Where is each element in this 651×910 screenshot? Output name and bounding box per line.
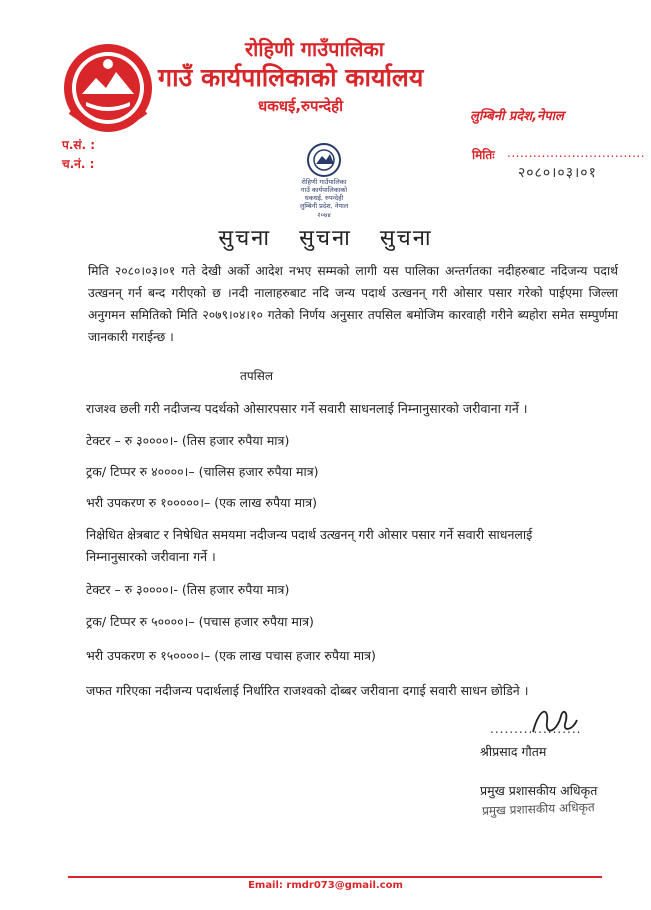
svg-text:गाउँ कार्यपालिकाको: गाउँ कार्यपालिकाको: [300, 186, 348, 194]
designation-stamp: प्रमुख प्रशासकीय अधिकृत: [481, 800, 595, 818]
signatory-designation: प्रमुख प्रशासकीय अधिकृत: [480, 783, 598, 798]
confiscation-note: जफत गरिएका नदीजन्य पदार्थलाई निर्धारित राजश्वको दोब्बर जरीवाना दगाई सवारी साधन छोडिने ।: [86, 683, 529, 698]
office-stamp: [278, 138, 370, 220]
fine-intro-2b: निम्नानुसारको जरीवाना गर्ने ।: [86, 549, 216, 564]
handwritten-signature: [525, 702, 580, 742]
fine-heavy-1: भरी उपकरण रु १०००००।– (एक लाख रुपैया मात्र): [86, 495, 317, 510]
fine-intro-2a: निक्षेधित क्षेत्रबाट र निषेधित समयमा नदीजन्य पदार्थ उत्खनन् गरी ओसार पसार गर्ने सवारी साधनलाई: [86, 527, 533, 542]
date-dots: ................................: [507, 146, 646, 160]
fine-truck-1: ट्रक/ टिप्पर रु ४००००।– (चालिस हजार रुपैया मात्र): [86, 464, 319, 479]
fine-tractor-1: टेक्टर – रु ३००००।- (तिस हजार रुपैया मात्र): [86, 433, 290, 448]
province-name: लुम्बिनी प्रदेश,नेपाल: [470, 109, 564, 124]
notice-paragraph: मिति २०८०।०३।०१ गते देखी अर्को आदेश नभए सम्मको लागी यस पालिका अन्तर्गतका नदीहरुबाट नदिजन्य पदार्थ उत्खनन् गर्न बन्द गरीएको छ ।नदी नालाहरुबाट नदि जन्य पदार्थ उत्खनन् गरी ओसार पसार गरेको पाईएमा जिल्ला अनुगमन समितिको मिति २०७९।०४।१० गतेको निर्णय अनुसार तपसिल बमोजिम कारवाही गरीने ब्यहोरा समेत सम्पुर्णमा जानकारी गराईन्छ ।: [88, 264, 618, 344]
office-name: गाउँ कार्यपालिकाको कार्यालय: [158, 63, 424, 92]
svg-text:रोहिणी गाउँपालिका: रोहिणी गाउँपालिका: [301, 178, 347, 186]
ps-label: प.सं. :: [62, 138, 96, 152]
svg-text:धकधई, रुपन्देही: धकधई, रुपन्देही: [304, 194, 344, 202]
fine-tractor-2: टेक्टर – रु ३००००।- (तिस हजार रुपैया मात्र): [86, 582, 290, 597]
org-name: रोहिणी गाउँपालिका: [245, 37, 384, 61]
signature-dots: ...................: [490, 722, 582, 736]
footer-email: Email: rmdr073@gmail.com: [248, 880, 403, 891]
svg-text:२०७४: २०७४: [317, 211, 331, 219]
emblem-logo: [62, 42, 154, 134]
svg-text:लुम्बिनी प्रदेश, नेपाल: लुम्बिनी प्रदेश, नेपाल: [299, 202, 349, 210]
title-word-3: सुचना: [379, 226, 433, 251]
footer-divider: [68, 876, 602, 878]
fine-heavy-2: भरी उपकरण रु १५००००।– (एक लाख पचास हजार रुपैया मात्र): [86, 648, 376, 663]
title-word-1: सुचना: [218, 226, 272, 251]
fine-intro-1: राजश्व छली गरी नदीजन्य पदर्थको ओसारपसार गर्ने सवारी साधनलाई निम्नानुसारको जरीवाना गर्ने ।: [86, 401, 528, 416]
cn-label: च.नं. :: [62, 157, 95, 171]
date-label: मितिः: [472, 148, 495, 162]
title-word-2: सुचना: [299, 226, 352, 251]
fine-truck-2: ट्रक/ टिप्पर रु ५००००।– (पचास हजार रुपैया मात्र): [86, 614, 314, 629]
date-value: २०८०।०३।०१: [518, 165, 597, 181]
schedule-heading: तपसिल: [240, 369, 274, 383]
signatory-name: श्रीप्रसाद गौतम: [480, 744, 547, 759]
office-address: धकधई,रुपन्देही: [258, 97, 343, 115]
notice-title: [0, 222, 651, 252]
